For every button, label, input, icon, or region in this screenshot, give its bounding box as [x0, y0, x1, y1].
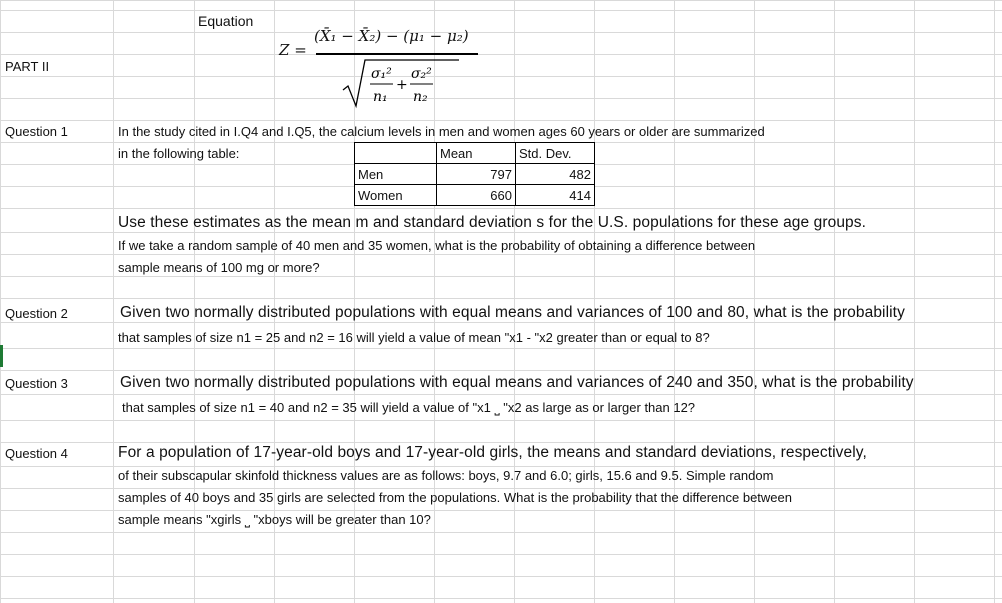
- plus-sign: +: [396, 77, 408, 93]
- question-4-line-3[interactable]: samples of 40 boys and 35 girls are selected from the populations. What is the probability that the difference between: [118, 490, 792, 505]
- question-1-line-1[interactable]: In the study cited in I.Q4 and I.Q5, the calcium levels in men and women ages 60 years or older are summarized: [118, 124, 765, 139]
- table-cell-group[interactable]: Women: [355, 185, 437, 206]
- question-2-line-2[interactable]: that samples of size n1 = 25 and n2 = 16 will yield a value of mean "x1 - "x2 greater than or equal to 8?: [118, 330, 710, 345]
- table-header-row: [355, 143, 595, 164]
- question-2-label[interactable]: Question 2: [5, 306, 68, 321]
- table-cell-stddev[interactable]: 482: [516, 164, 595, 185]
- question-3-label[interactable]: Question 3: [5, 376, 68, 391]
- n1-label: n₁: [373, 89, 388, 105]
- question-1-line-3[interactable]: Use these estimates as the mean m and standard deviation s for the U.S. populations for these age groups.: [118, 214, 867, 231]
- question-1-line-4[interactable]: If we take a random sample of 40 men and 35 women, what is the probability of obtaining a difference between: [118, 238, 756, 253]
- part-label[interactable]: PART II: [5, 59, 50, 74]
- table-cell-group[interactable]: Men: [355, 164, 437, 185]
- table-header-stddev[interactable]: Std. Dev.: [516, 143, 595, 164]
- table-cell-mean[interactable]: 797: [437, 164, 516, 185]
- sigma2-squared: σ₂²: [411, 66, 432, 82]
- table-cell-mean[interactable]: 660: [437, 185, 516, 206]
- table-row: [355, 185, 595, 206]
- question-1-label[interactable]: Question 1: [5, 124, 68, 139]
- formula-numerator: (X̄₁ − X̄₂) − (μ₁ − μ₂): [314, 27, 469, 45]
- table-cell-stddev[interactable]: 414: [516, 185, 595, 206]
- calcium-stats-table: [354, 142, 595, 206]
- table-header-mean[interactable]: Mean: [437, 143, 516, 164]
- question-1-line-2[interactable]: in the following table:: [118, 146, 240, 161]
- question-4-line-2[interactable]: of their subscapular skinfold thickness values are as follows: boys, 9.7 and 6.0; girls, 15.6 and 9.5. Simple random: [118, 468, 774, 483]
- formula-lhs: Z =: [279, 41, 307, 59]
- row-selection-marker: [0, 345, 3, 367]
- question-4-label[interactable]: Question 4: [5, 446, 68, 461]
- table-header-blank[interactable]: [355, 143, 437, 164]
- table-row: [355, 164, 595, 185]
- question-2-line-1[interactable]: Given two normally distributed populations with equal means and variances of 100 and 80, what is the probability: [120, 304, 905, 321]
- square-root-denominator: [341, 54, 461, 110]
- question-1-line-5[interactable]: sample means of 100 mg or more?: [118, 260, 320, 275]
- question-4-line-4[interactable]: sample means "xgirls ⎵ "xboys will be greater than 10?: [118, 512, 431, 527]
- n2-label: n₂: [413, 89, 428, 105]
- question-4-line-1[interactable]: For a population of 17-year-old boys and 17-year-old girls, the means and standard deviations, respectively,: [118, 444, 867, 461]
- z-score-formula[interactable]: [279, 24, 499, 114]
- equation-label[interactable]: Equation: [198, 13, 254, 29]
- sigma1-squared: σ₁²: [371, 66, 392, 82]
- question-3-line-2[interactable]: that samples of size n1 = 40 and n2 = 35 will yield a value of "x1 ⎵ "x2 as large as or larger than 12?: [122, 400, 696, 415]
- question-3-line-1[interactable]: Given two normally distributed populations with equal means and variances of 240 and 350, what is the probability: [120, 374, 914, 391]
